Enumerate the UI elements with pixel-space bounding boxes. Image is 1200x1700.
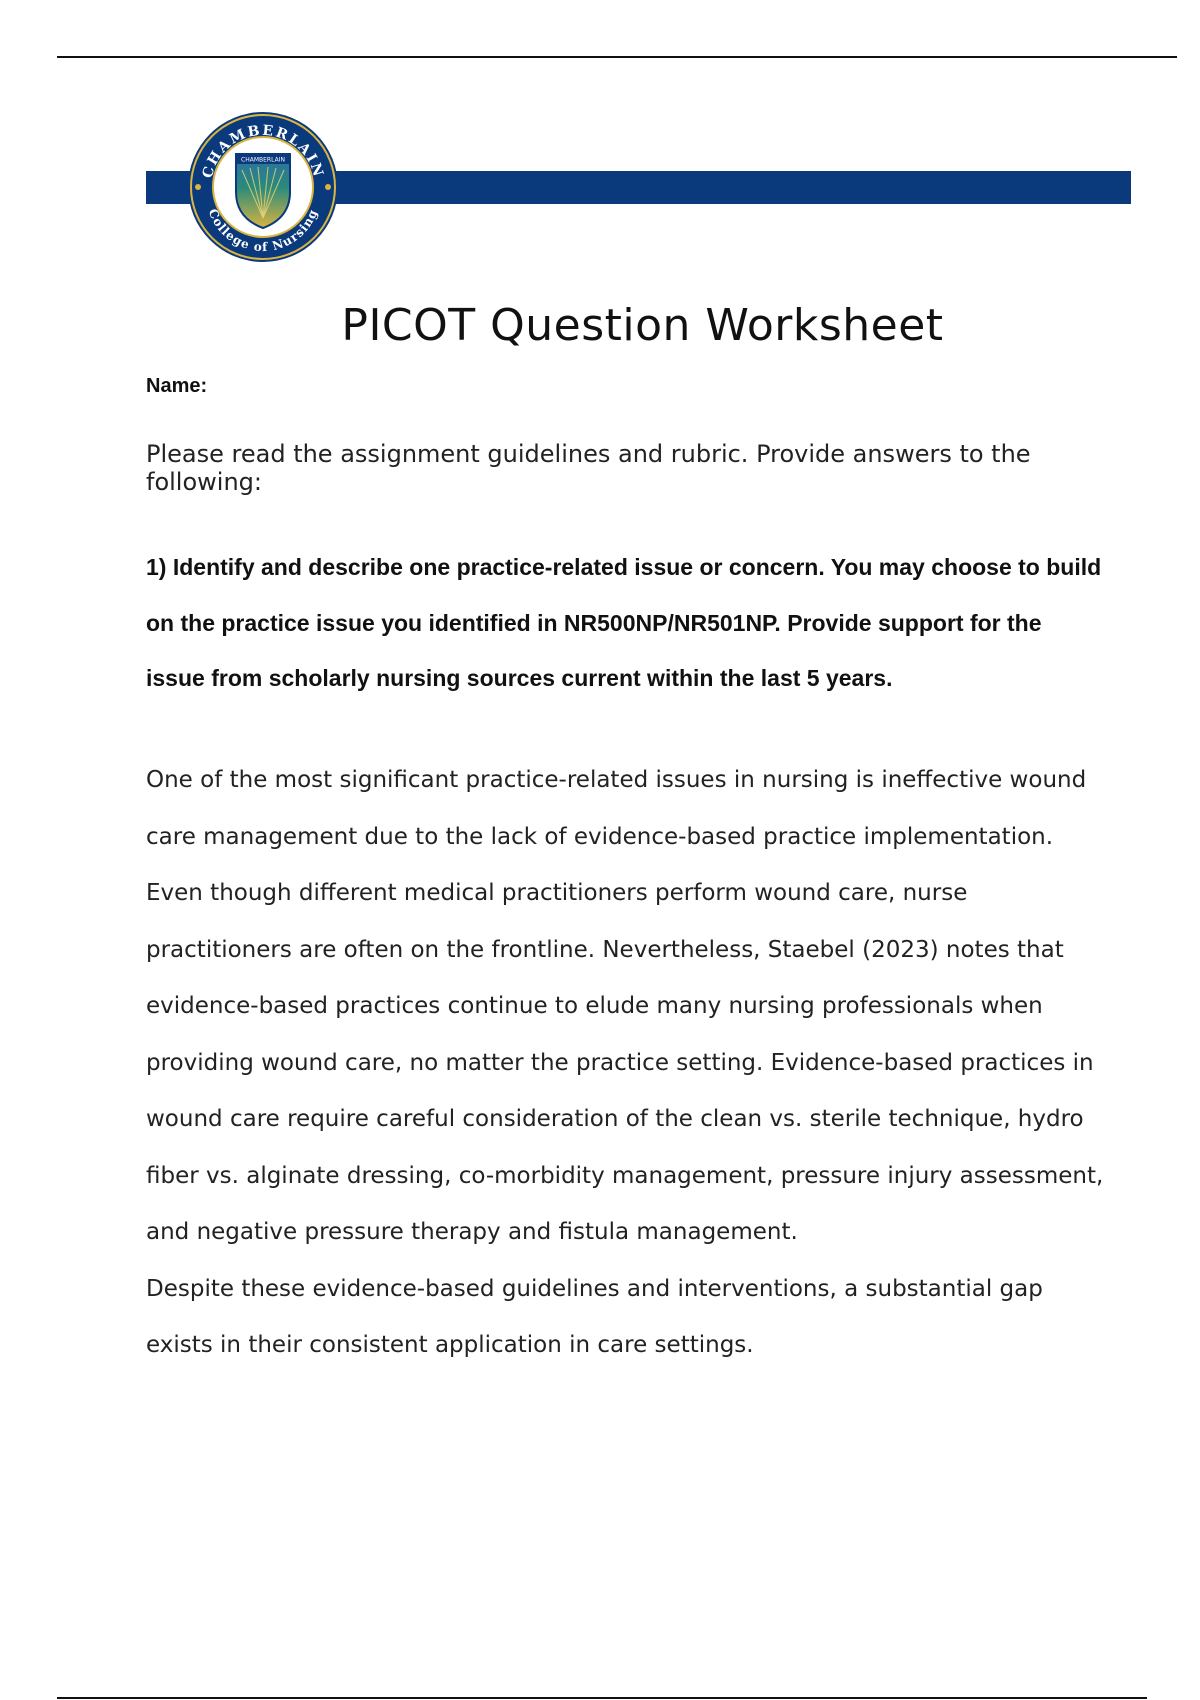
answer-paragraph: One of the most significant practice-related issues in nursing is ineffective wound care management due to the lack of evidence-based practice implementation. Even though different medical practitioners perform wound care, nurse practitioners are often on the frontline. Nevertheless, Staebel (2023) notes that evidence-based practices continue to elude many nursing professionals when providing wound care, no matter the practice setting. Evidence-based practices in wound care require careful consideration of the clean vs. sterile technique, hydro fiber vs. alginate dressing, co-morbidity management, pressure injury assessment, and negative pressure therapy and fistula management. [146, 767, 1104, 1245]
header-banner [146, 106, 1131, 266]
seal-top-text: CHAMBERLAIN [199, 122, 327, 181]
top-divider [57, 56, 1177, 58]
bottom-divider [57, 1697, 1147, 1699]
seal-bottom-text: College of Nursing [205, 206, 321, 255]
question-1: 1) Identify and describe one practice-related issue or concern. You may choose to build on the practice issue you identified in NR500NP/NR501NP. Provide support for the issue from scholarly nursing sources current within the last 5 years. [146, 554, 1102, 691]
answer-body [146, 752, 1106, 1374]
page-title: PICOT Question Worksheet [341, 300, 944, 351]
intro-text: Please read the assignment guidelines and rubric. Provide answers to the following: [146, 440, 1031, 496]
seal-shield-text: CHAMBERLAIN [241, 156, 285, 164]
chamberlain-seal-logo [186, 110, 340, 264]
name-label: Name: [146, 375, 208, 397]
answer-paragraph: Despite these evidence-based guidelines and interventions, a substantial gap exists in their consistent application in care settings. [146, 1275, 1043, 1358]
